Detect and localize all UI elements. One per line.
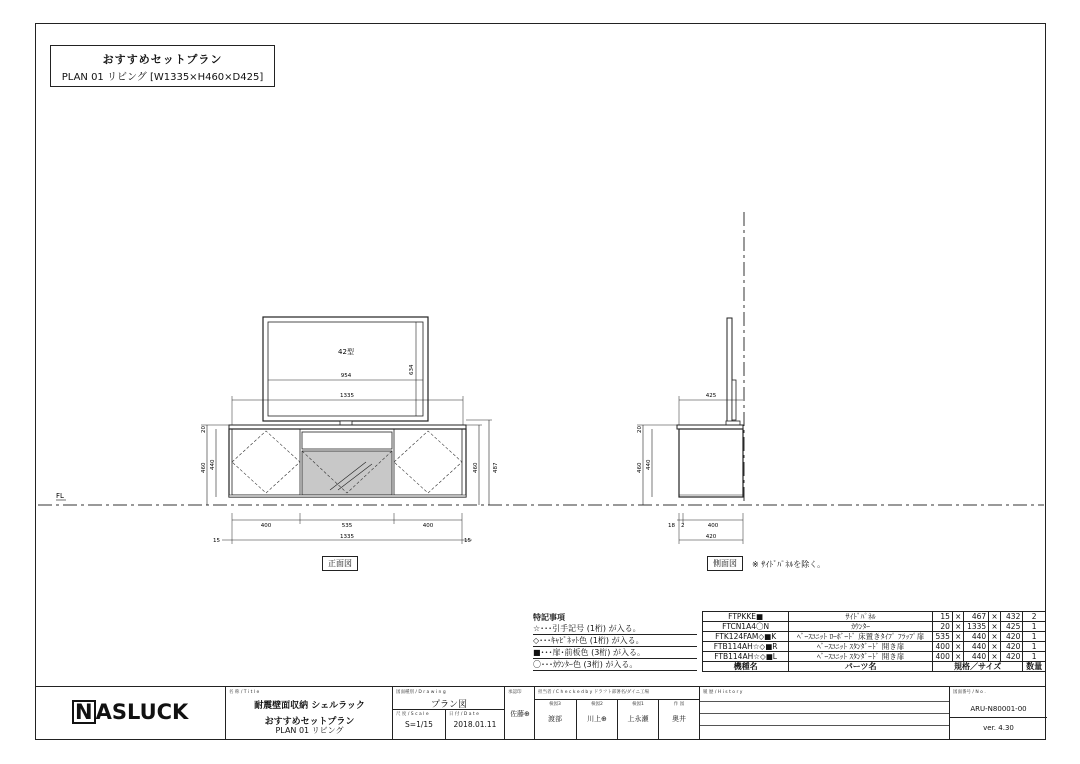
dim-bottom-left: 400 (260, 523, 272, 529)
part-qty: 1 (1023, 622, 1046, 632)
front-right-inner: 460 (473, 462, 479, 473)
part-width: 400 (933, 652, 953, 662)
checker-name: 渡部 (548, 715, 562, 723)
times-sign: × (952, 652, 964, 662)
times-sign: × (989, 652, 1001, 662)
part-qty: 2 (1023, 612, 1046, 622)
checker-name: 川上⊕ (587, 715, 607, 723)
checkers-cell: 担当者 / C h e c k e d b y ドラフト部署名/ダイニ工場 検図3 渡部 検図2 川上⊕ 検図1 上永瀬 作 図 奥井 (534, 687, 699, 739)
tv-stand (340, 421, 352, 425)
checker-name: 奥井 (672, 715, 686, 723)
tv-width-dim: 954 (340, 373, 352, 379)
note-line: 〇･･･ｶｳﾝﾀｰ色 (3桁) が入る。 (533, 659, 697, 671)
approve-value: 佐藤⊕ (510, 710, 530, 718)
parts-row (703, 642, 1046, 652)
drawing-type-cell: 図面種別 / D r a w i n g プラン図 尺 度 / S c a l e 日 付 / D a t e S=1/15 2018.01.11 (392, 687, 504, 739)
dim-side-right: 15 (464, 538, 471, 544)
checker-cell (576, 699, 617, 739)
counter-top (229, 425, 466, 429)
part-depth: 425 (1000, 622, 1023, 632)
front-height-outer: 460 (201, 462, 207, 473)
number-cell: 図面番号 / N o . ARU-N80001-00 ver. 4.30 (949, 687, 1046, 739)
times-sign: × (989, 632, 1001, 642)
part-width: 15 (933, 612, 953, 622)
approve-cell: 承認印 佐藤⊕ (504, 687, 534, 739)
logo-text (72, 700, 188, 724)
cabinet-side (679, 429, 743, 497)
parts-row (703, 622, 1046, 632)
side-dim-top: 20 (637, 426, 643, 433)
part-qty: 1 (1023, 642, 1046, 652)
scale-value: S=1/15 (405, 720, 433, 729)
checker-label: 検図3 (549, 702, 561, 707)
logo-initial: N (72, 700, 96, 724)
drawing-type: プラン図 (430, 700, 467, 710)
date-value: 2018.01.11 (453, 720, 497, 729)
front-view-caption: 正面図 (322, 556, 358, 571)
dim-bottom-center: 535 (341, 523, 353, 529)
dim-bottom-total: 1335 (340, 534, 354, 540)
logo-rest: ASLUCK (95, 700, 189, 724)
part-height: 1335 (964, 622, 989, 632)
times-sign: × (989, 612, 1001, 622)
front-height-inner: 440 (210, 459, 216, 470)
times-sign: × (989, 642, 1001, 652)
part-height: 440 (964, 642, 989, 652)
title-cell: 名 称 / T i t l e 耐震壁面収納 シェルラック おすすめセットプラン PLAN 01 リビング (225, 687, 392, 739)
part-name: ｻｲﾄﾞﾊﾟﾈﾙ (789, 612, 933, 622)
part-depth: 420 (1000, 632, 1023, 642)
parts-header (703, 662, 1046, 672)
front-dim-top: 20 (201, 426, 207, 433)
tv-outline (263, 317, 428, 421)
title-line-3: PLAN 01 リビング (275, 726, 344, 735)
tv-label: 42型 (338, 348, 354, 356)
header-size: 規格／サイズ (933, 662, 1023, 672)
part-name: ｶｳﾝﾀｰ (789, 622, 933, 632)
side-dim-a: 18 (668, 523, 675, 529)
side-view-caption: 側面図 (707, 556, 743, 571)
part-code: FTB114AH☆◇■R (703, 642, 789, 652)
parts-row (703, 632, 1046, 642)
plan-title: おすすめセットプラン (102, 53, 223, 66)
part-height: 440 (964, 632, 989, 642)
checker-cell (617, 699, 658, 739)
part-code: FTPKKE■ (703, 612, 789, 622)
times-sign: × (952, 642, 964, 652)
side-dim-b: 2 (681, 523, 685, 529)
side-view-note: ※ ｻｲﾄﾞﾊﾟﾈﾙを除く。 (752, 560, 826, 569)
part-width: 400 (933, 642, 953, 652)
tv-height-dim: 634 (409, 364, 415, 375)
times-sign: × (952, 612, 964, 622)
nasluck-logo (72, 700, 188, 724)
times-sign: × (952, 622, 964, 632)
note-line: ◇･･･ｷｬﾋﾞﾈｯﾄ色 (1桁) が入る。 (533, 635, 697, 647)
side-dim-total: 420 (705, 534, 717, 540)
part-qty: 1 (1023, 652, 1046, 662)
dim-side-left: 15 (213, 538, 220, 544)
checker-label: 検図1 (632, 702, 644, 707)
part-name: ﾍﾞｰｽﾕﾆｯﾄ ﾛｰﾎﾞｰﾄﾞ 床置きﾀｲﾌﾟ ﾌﾗｯﾌﾟ扉 (789, 632, 933, 642)
side-depth-dim: 425 (705, 393, 717, 399)
header-qty: 数量 (1023, 662, 1046, 672)
drawing-number: ARU-N80001-00 (970, 705, 1027, 713)
title-line-2: おすすめセットプラン (264, 717, 355, 727)
title-line-1: 耐震壁面収納 シェルラック (254, 701, 365, 711)
checker-label: 検図2 (591, 702, 603, 707)
overall-width-dim: 1335 (340, 393, 354, 399)
history-cell: 履 歴 / H i s t o r y (699, 687, 949, 739)
part-depth: 420 (1000, 642, 1023, 652)
part-depth: 432 (1000, 612, 1023, 622)
part-name: ﾍﾞｰｽﾕﾆｯﾄ ｽﾀﾝﾀﾞｰﾄﾞ 開き扉 (789, 642, 933, 652)
version: ver. 4.30 (983, 724, 1014, 732)
times-sign: × (989, 622, 1001, 632)
side-height-outer: 460 (637, 462, 643, 473)
dim-bottom-right: 400 (422, 523, 434, 529)
part-code: FTK124FAM◇■K (703, 632, 789, 642)
flap-door (302, 451, 392, 495)
parts-table (702, 611, 1046, 672)
notes-title: 特記事項 (533, 613, 565, 622)
special-notes (533, 612, 697, 671)
checker-label: 作 図 (673, 702, 685, 707)
part-height: 440 (964, 652, 989, 662)
part-qty: 1 (1023, 632, 1046, 642)
checker-cell (535, 699, 576, 739)
note-line: ☆･･･引手記号 (1桁) が入る。 (533, 623, 697, 635)
part-code: FTB114AH☆◇■L (703, 652, 789, 662)
header-code: 機種名 (703, 662, 789, 672)
checker-cell (658, 699, 699, 739)
header-name: パーツ名 (789, 662, 933, 672)
front-right-outer: 487 (493, 462, 499, 473)
part-width: 20 (933, 622, 953, 632)
parts-row (703, 652, 1046, 662)
checker-name: 上永瀬 (627, 715, 649, 723)
part-name: ﾍﾞｰｽﾕﾆｯﾄ ｽﾀﾝﾀﾞｰﾄﾞ 開き扉 (789, 652, 933, 662)
floor-label: FL (56, 492, 64, 500)
side-height-inner: 440 (646, 459, 652, 470)
times-sign: × (952, 632, 964, 642)
part-width: 535 (933, 632, 953, 642)
plan-subtitle: PLAN 01 リビング [W1335×H460×D425] (61, 72, 264, 83)
parts-row (703, 612, 1046, 622)
part-depth: 420 (1000, 652, 1023, 662)
part-code: FTCN1A4〇N (703, 622, 789, 632)
part-height: 467 (964, 612, 989, 622)
side-dim-c: 400 (707, 523, 719, 529)
note-line: ■･･･扉･前板色 (3桁) が入る。 (533, 647, 697, 659)
